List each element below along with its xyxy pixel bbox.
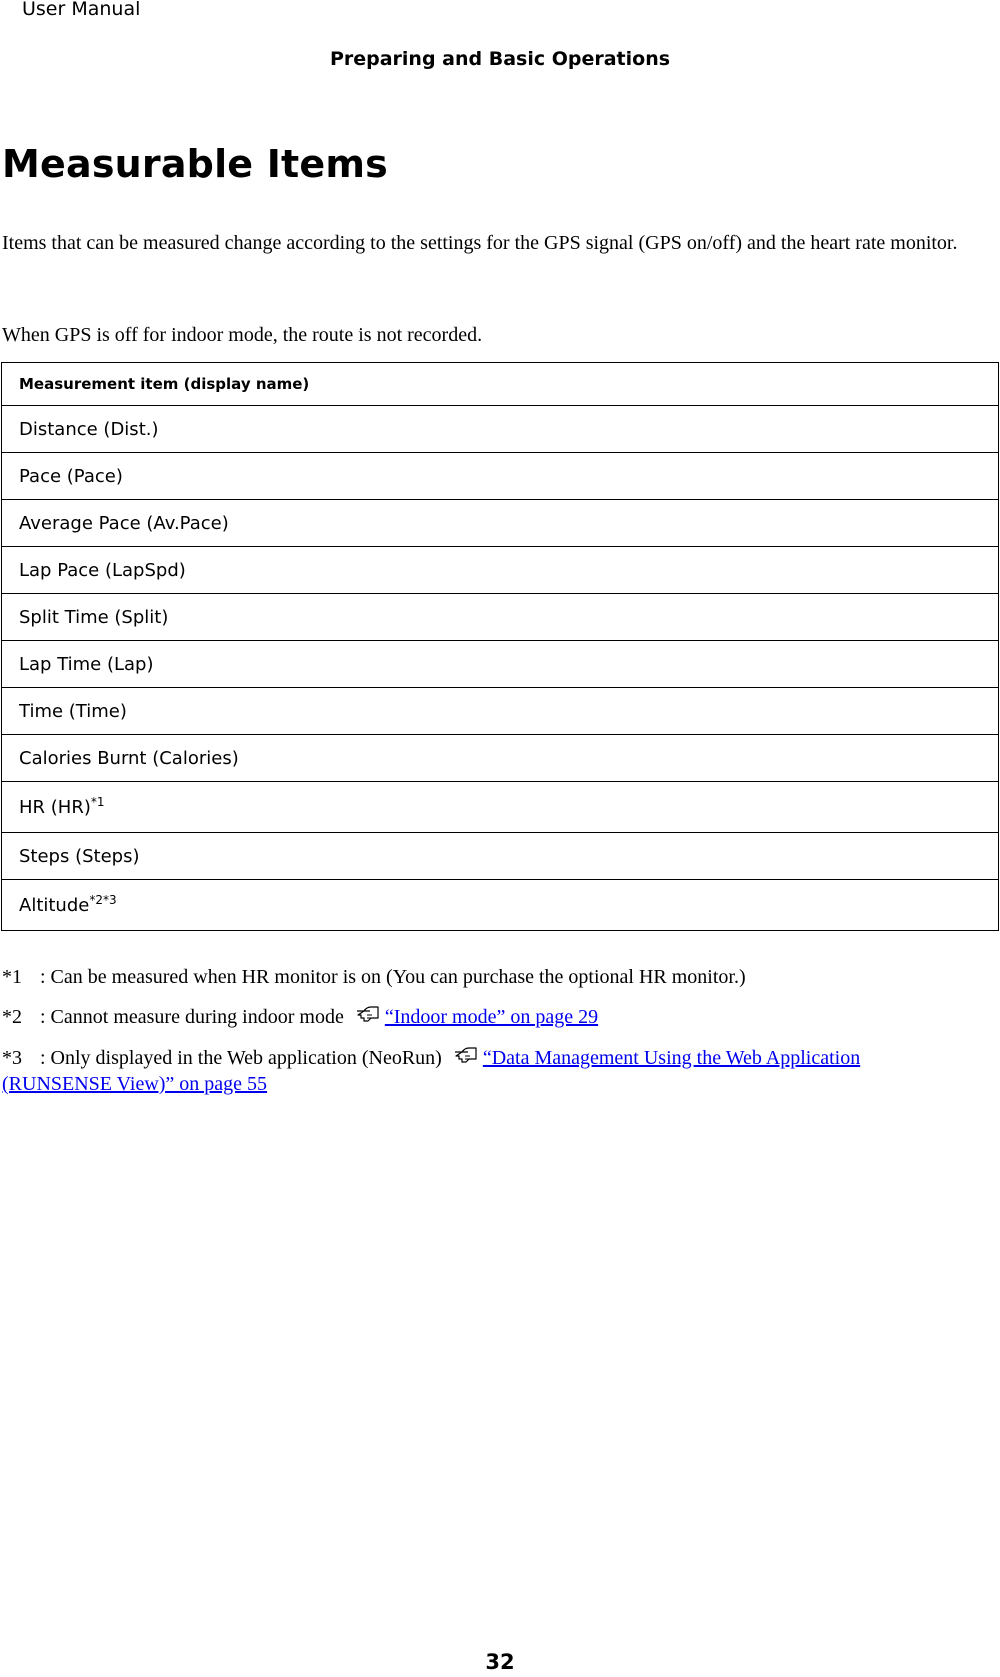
table-row [2, 641, 999, 688]
item-label: Altitude [19, 894, 90, 916]
table-row [2, 880, 999, 931]
table-header-cell: Measurement item (display name) [2, 363, 999, 406]
table-row [2, 406, 999, 453]
table-cell [2, 880, 999, 931]
footnote-mark: *3 [2, 1047, 22, 1069]
table-row [2, 735, 999, 782]
table-cell [2, 453, 999, 500]
running-header-section: Preparing and Basic Operations [329, 48, 671, 70]
table-header-row [2, 363, 999, 406]
table-cell [2, 500, 999, 547]
table-row [2, 500, 999, 547]
table-cell [2, 782, 999, 833]
table-cell [2, 406, 999, 453]
table-row [2, 782, 999, 833]
link-indoor-mode[interactable]: “Indoor mode” on page 29 [384, 1006, 599, 1028]
page-title: Measurable Items [2, 142, 389, 186]
table-cell [2, 735, 999, 782]
running-header-doc-name: User Manual [22, 0, 141, 20]
intro-paragraph: Items that can be measured change according to the settings for the GPS signal (GPS on/off) and the heart rate monitor. [2, 232, 958, 254]
table-cell [2, 594, 999, 641]
table-row [2, 594, 999, 641]
item-label: Calories Burnt (Calories) [19, 747, 239, 769]
table-row [2, 833, 999, 880]
footnote-3 [2, 1045, 962, 1097]
table-row [2, 453, 999, 500]
item-label: Steps (Steps) [19, 845, 140, 867]
table-row [2, 547, 999, 594]
item-label: Pace (Pace) [19, 465, 123, 487]
link-data-management[interactable]: “Data Management Using the Web Application (RUNSENSE View)” on page 55 [2, 1047, 861, 1095]
item-label: Distance (Dist.) [19, 418, 159, 440]
footnote-mark: *2 [2, 1006, 22, 1028]
table-row [2, 688, 999, 735]
footnote-ref: *2*3 [89, 892, 117, 907]
footnote-ref: *1 [90, 794, 105, 809]
gps-note-paragraph: When GPS is off for indoor mode, the route is not recorded. [2, 324, 483, 346]
item-label: Lap Pace (LapSpd) [19, 559, 186, 581]
table-cell [2, 833, 999, 880]
pointing-hand-icon [355, 1004, 381, 1030]
footnote-text: : Can be measured when HR monitor is on (You can purchase the optional HR monitor.) [40, 966, 746, 988]
item-label: Lap Time (Lap) [19, 653, 154, 675]
page-number: 32 [485, 1650, 515, 1674]
table-cell [2, 641, 999, 688]
footnote-text: : Only displayed in the Web application (NeoRun) [40, 1047, 442, 1069]
table-cell [2, 688, 999, 735]
footnote-text: : Cannot measure during indoor mode [40, 1006, 344, 1028]
measurable-items-table [1, 362, 999, 931]
item-label: Split Time (Split) [19, 606, 169, 628]
footnote-1 [2, 964, 962, 990]
item-label: Time (Time) [19, 700, 127, 722]
footnote-2 [2, 1004, 962, 1030]
item-label: HR (HR) [19, 796, 91, 818]
footnote-mark: *1 [2, 966, 22, 988]
table-cell [2, 547, 999, 594]
pointing-hand-icon [453, 1045, 479, 1071]
item-label: Average Pace (Av.Pace) [19, 512, 229, 534]
